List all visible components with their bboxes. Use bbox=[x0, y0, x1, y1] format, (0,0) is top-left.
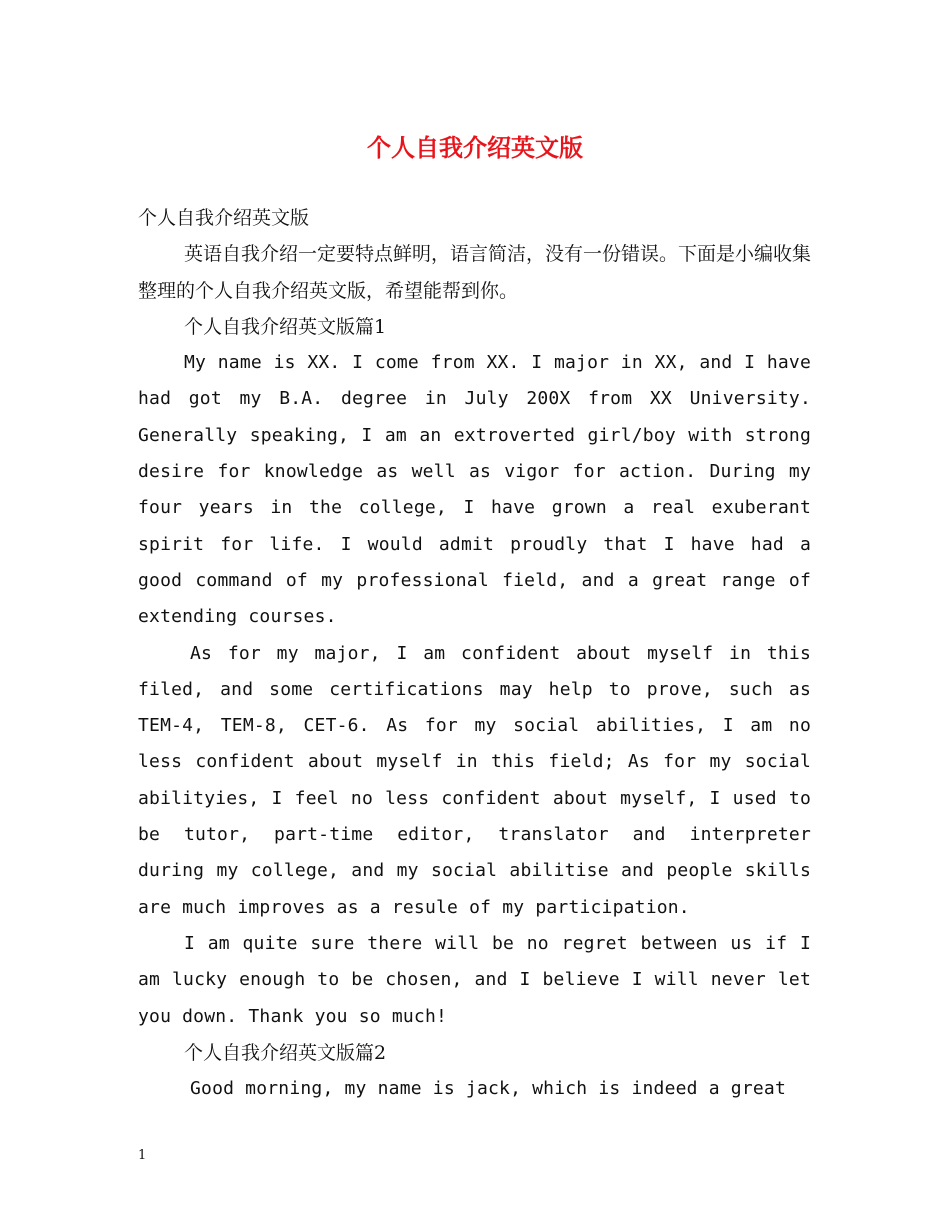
page-number: 1 bbox=[138, 1148, 147, 1163]
document-body bbox=[138, 200, 811, 1107]
section1-paragraph-3: I am quite sure there will be no regret between us if I am lucky enough to be chosen, and I believe I will never let you down. Thank you so much! bbox=[138, 932, 811, 1027]
intro-paragraph: 英语自我介绍一定要特点鲜明，语言简洁，没有一份错误。下面是小编收集整理的个人自我介绍英文版，希望能帮到你。 bbox=[138, 243, 812, 302]
section2-paragraph-1: Good morning, my name is jack, which is indeed a great bbox=[190, 1078, 786, 1100]
section2-heading: 个人自我介绍英文版篇2 bbox=[184, 1041, 387, 1064]
section1-paragraph-2: As for my major, I am confident about myself in this filed, and some certifications may help to prove, such as TEM-4, TEM-8, CET-6. As for my social abilities, I am no less confident about myself in this field; As for my social abilityies, I feel no less confident about myself, I used to be tutor, part-time editor, translator and interpreter during my college, and my social abilitise and people skills are much improves as a resule of my participation. bbox=[138, 642, 811, 918]
section1-heading: 个人自我介绍英文版篇1 bbox=[184, 315, 387, 338]
document-subtitle: 个人自我介绍英文版 bbox=[138, 207, 310, 229]
document-title: 个人自我介绍英文版 bbox=[367, 133, 583, 162]
section1-paragraph-1: My name is XX. I come from XX. I major in XX, and I have had got my B.A. degree in July 200X from XX University. Generally speaking, I am an extroverted girl/boy with strong desire for knowledge as well as vigor for action. During my four years in the college, I have grown a real exuberant spirit for life. I would admit proudly that I have had a good command of my professional field, and a great range of extending courses. bbox=[138, 352, 811, 628]
